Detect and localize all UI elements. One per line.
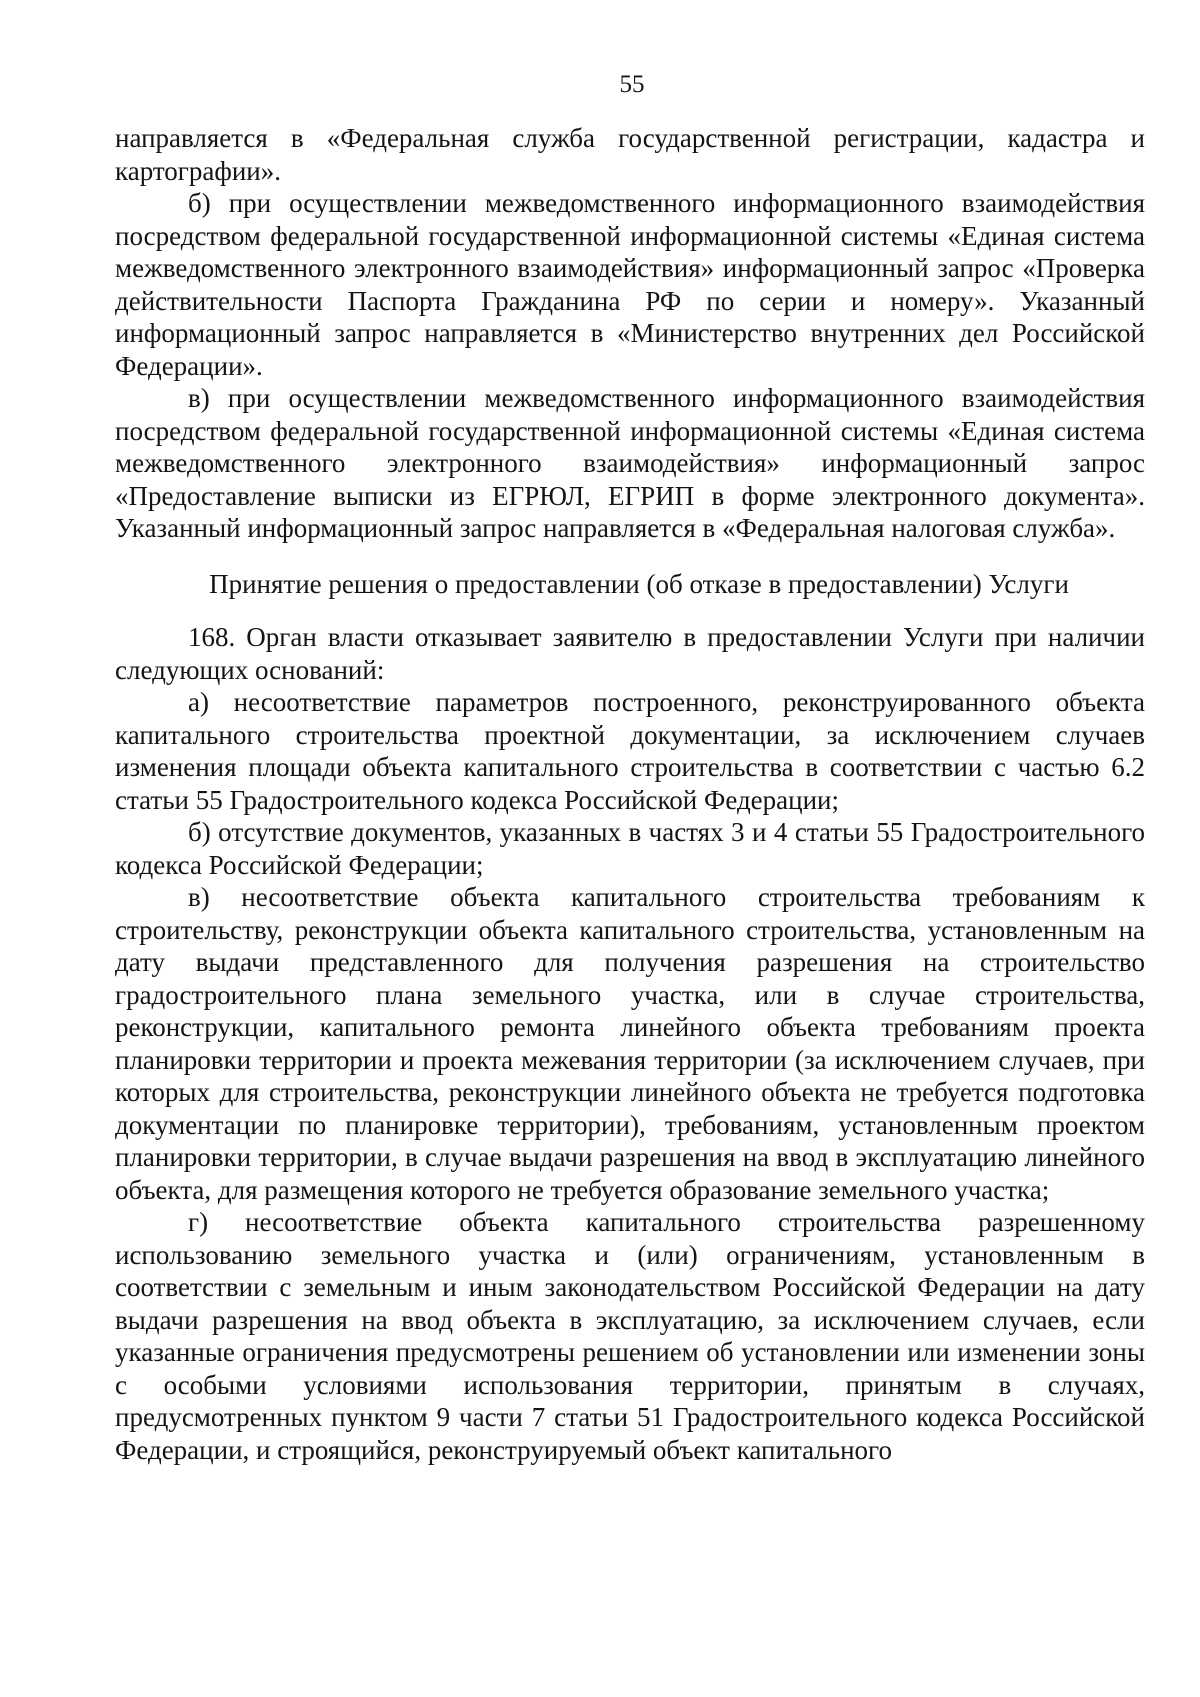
paragraph-continuation: направляется в «Федеральная служба государственной регистрации, кадастра и картографии». bbox=[115, 123, 1145, 186]
paragraph-168-item-v: в) несоответствие объекта капитального строительства требованиям к строительству, реконструкции объекта капитального строительства, установленным на дату выдачи представленного для получения разрешения на строительство градостроительного плана земельного участка, или в случае строительства, реконструкции, капитального ремонта линейного объекта требованиям проекта планировки территории и проекта межевания территории (за исключением случаев, при которых для строительства, реконструкции линейного объекта не требуется подготовка документации по планировке территории), требованиям, установленным проектом планировки территории, в случае выдачи разрешения на ввод в эксплуатацию линейного объекта, для размещения которого не требуется образование земельного участка; bbox=[115, 882, 1145, 1205]
page-number: 55 bbox=[619, 71, 645, 98]
paragraph-item-b: б) при осуществлении межведомственного информационного взаимодействия посредством федеральной государственной информационной системы «Единая система межведомственного электронного взаимодействия» информационный запрос «Проверка действительности Паспорта Гражданина РФ по серии и номеру». Указанный информационный запрос направляется в «Министерство внутренних дел Российской Федерации». bbox=[115, 188, 1145, 381]
paragraph-168-item-b: б) отсутствие документов, указанных в частях 3 и 4 статьи 55 Градостроительного кодекса Российской Федерации; bbox=[115, 817, 1145, 880]
paragraph-168: 168. Орган власти отказывает заявителю в предоставлении Услуги при наличии следующих оснований: bbox=[115, 622, 1145, 685]
paragraph-item-v: в) при осуществлении межведомственного информационного взаимодействия посредством федеральной государственной информационной системы «Единая система межведомственного электронного взаимодействия» информационный запрос «Предоставление выписки из ЕГРЮЛ, ЕГРИП в форме электронного документа». Указанный информационный запрос направляется в «Федеральная налоговая служба». bbox=[115, 383, 1145, 543]
document-body bbox=[115, 122, 1145, 1466]
paragraph-168-item-a: а) несоответствие параметров построенного, реконструированного объекта капитального строительства проектной документации, за исключением случаев изменения площади объекта капитального строительства в соответствии с частью 6.2 статьи 55 Градостроительного кодекса Российской Федерации; bbox=[115, 687, 1145, 815]
section-heading: Принятие решения о предоставлении (об отказе в предоставлении) Услуги bbox=[209, 568, 1069, 599]
paragraph-168-item-g: г) несоответствие объекта капитального строительства разрешенному использованию земельного участка и (или) ограничениям, установленным в соответствии с земельным и иным законодательством Российской Федерации на дату выдачи разрешения на ввод объекта в эксплуатацию, за исключением случаев, если указанные ограничения предусмотрены решением об установлении или изменении зоны с особыми условиями использования территории, принятым в случаях, предусмотренных пунктом 9 части 7 статьи 51 Градостроительного кодекса Российской Федерации, и строящийся, реконструируемый объект капитального bbox=[115, 1207, 1145, 1465]
